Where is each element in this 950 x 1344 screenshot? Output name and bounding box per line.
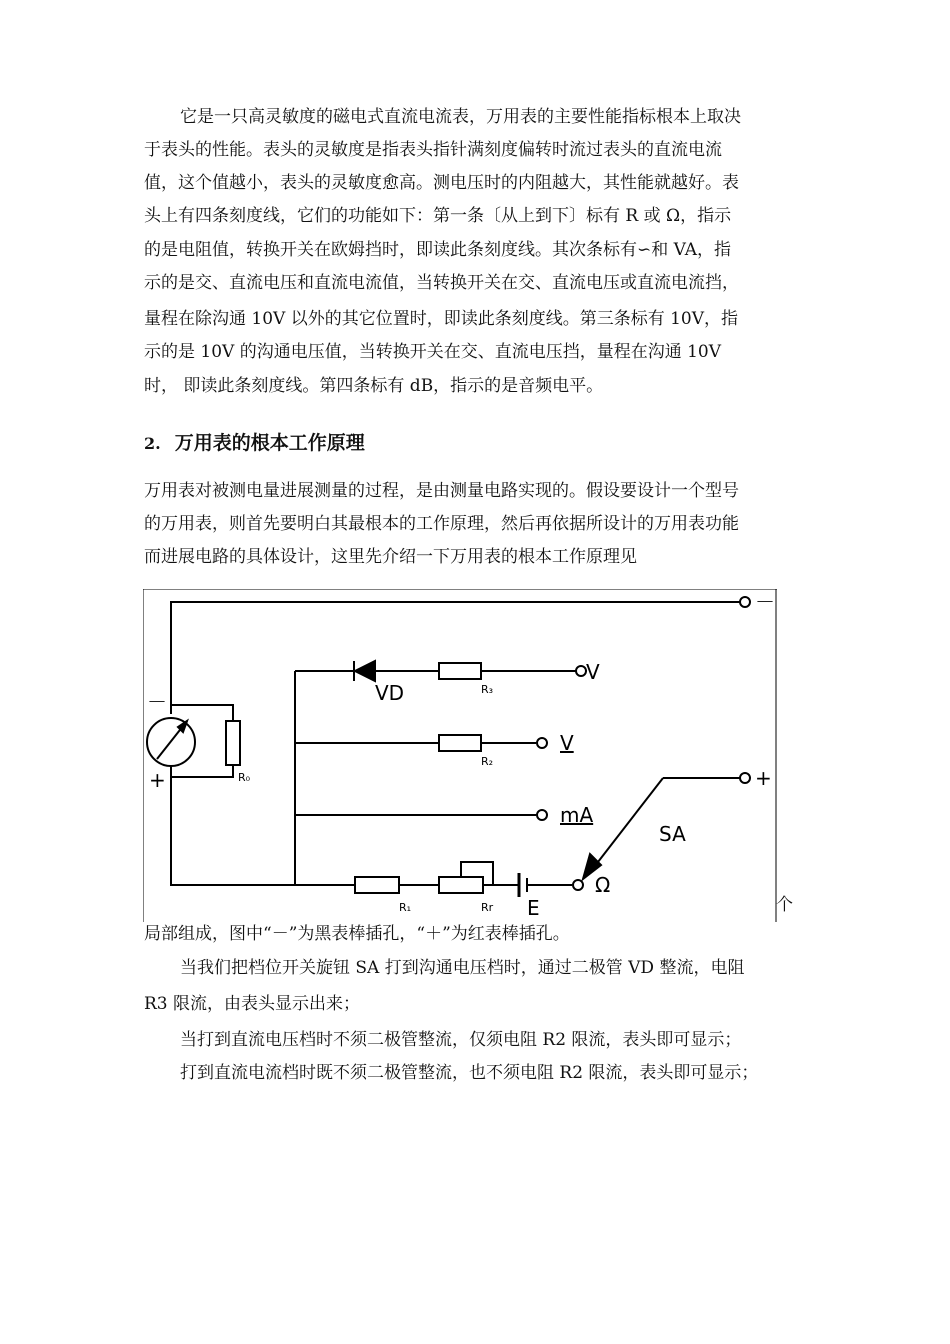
r0-label: R₀	[238, 771, 251, 784]
text-line: 示的是交、直流电压和直流电流值，当转换开关在交、直流电压或直流电流挡，	[144, 273, 739, 293]
text-line: 的万用表，则首先要明白其最根本的工作原理，然后再依据所设计的万用表功能	[144, 514, 739, 534]
vdc-label: V	[560, 731, 574, 755]
text-line: 万用表对被测电量进展测量的过程，是由测量电路实现的。假设要设计一个型号	[144, 481, 739, 501]
text-line: 时， 即读此条刻度线。第四条标有 dB，指示的是音频电平。	[144, 376, 604, 396]
text-line: 而进展电路的具体设计，这里先介绍一下万用表的根本工作原理见	[144, 547, 637, 567]
text-line: 头上有四条刻度线，它们的功能如下：第一条〔从上到下〕标有 R 或 Ω，指示	[144, 206, 732, 226]
r2-label: R₂	[481, 755, 494, 768]
text-line: 局部组成，图中“－”为黑表棒插孔，“＋”为红表棒插孔。	[144, 924, 570, 944]
resistor-r1	[355, 877, 399, 893]
terminal-ma	[537, 810, 547, 820]
sa-label: SA	[659, 822, 686, 846]
wire-top	[171, 602, 740, 714]
potentiometer-wiper	[461, 862, 493, 885]
r3-label: R₃	[481, 683, 494, 696]
resistor-rp	[439, 877, 483, 893]
text-line: 示的是 10V 的沟通电压值，当转换开关在交、直流电压挡，量程在沟通 10V	[144, 342, 722, 362]
resistor-r2	[439, 735, 481, 751]
text-line: 当我们把档位开关旋钮 SA 打到沟通电压档时，通过二极管 VD 整流，电阻	[180, 958, 745, 978]
terminal-vac	[576, 666, 586, 676]
text-line: 值，这个值越小，表头的灵敏度愈高。测电压时的内阻越大，其性能就越好。表	[144, 173, 739, 193]
ma-label: mA	[560, 803, 594, 827]
meter-minus-label: －	[147, 690, 167, 714]
minus-terminal-label: －	[755, 590, 775, 614]
text-line: 的是电阻值，转换开关在欧姆挡时，即读此条刻度线。其次条标有∽和 VA，指	[144, 240, 732, 260]
rp-label: Rr	[481, 901, 494, 914]
resistor-r0	[226, 721, 240, 765]
wire-r0-top	[171, 705, 233, 721]
terminal-minus	[740, 597, 750, 607]
text-line: 量程在除沟通 10V 以外的其它位置时，即读此条刻度线。第三条标有 10V，指	[144, 309, 739, 329]
section-title: 万用表的根本工作原理	[174, 432, 365, 454]
text-line: 打到直流电流档时既不须二极管整流，也不须电阻 R2 限流，表头即可显示；	[180, 1063, 759, 1083]
multimeter-circuit-diagram	[143, 589, 777, 922]
section-number: 2.	[144, 434, 161, 453]
terminal-vdc	[537, 738, 547, 748]
resistor-r3	[439, 663, 481, 679]
text-line: 于表头的性能。表头的灵敏度是指表头指针满刻度偏转时流过表头的直流电流	[144, 140, 722, 160]
text-line: R3 限流，由表头显示出来；	[144, 994, 361, 1014]
e-label: E	[527, 896, 540, 920]
wire-r0-bottom	[171, 765, 233, 777]
switch-sa-arm	[591, 778, 663, 871]
terminal-ohm	[573, 880, 583, 890]
plus-terminal-label: +	[755, 766, 772, 790]
diode-vd	[355, 661, 375, 681]
vac-label: V	[586, 660, 600, 684]
meter-plus-label: +	[149, 768, 166, 792]
text-line: 它是一只高灵敏度的磁电式直流电流表，万用表的主要性能指标根本上取决	[180, 107, 741, 127]
terminal-plus	[740, 773, 750, 783]
vd-label: VD	[375, 681, 405, 705]
section-heading	[144, 428, 365, 455]
text-line: 当打到直流电压档时不须二极管整流，仅须电阻 R2 限流，表头即可显示；	[180, 1030, 742, 1050]
r1-label: R₁	[399, 901, 412, 914]
trailing-character: 个	[776, 895, 793, 915]
ohm-label: Ω	[595, 873, 611, 897]
wire-meter-bottom	[171, 766, 295, 885]
